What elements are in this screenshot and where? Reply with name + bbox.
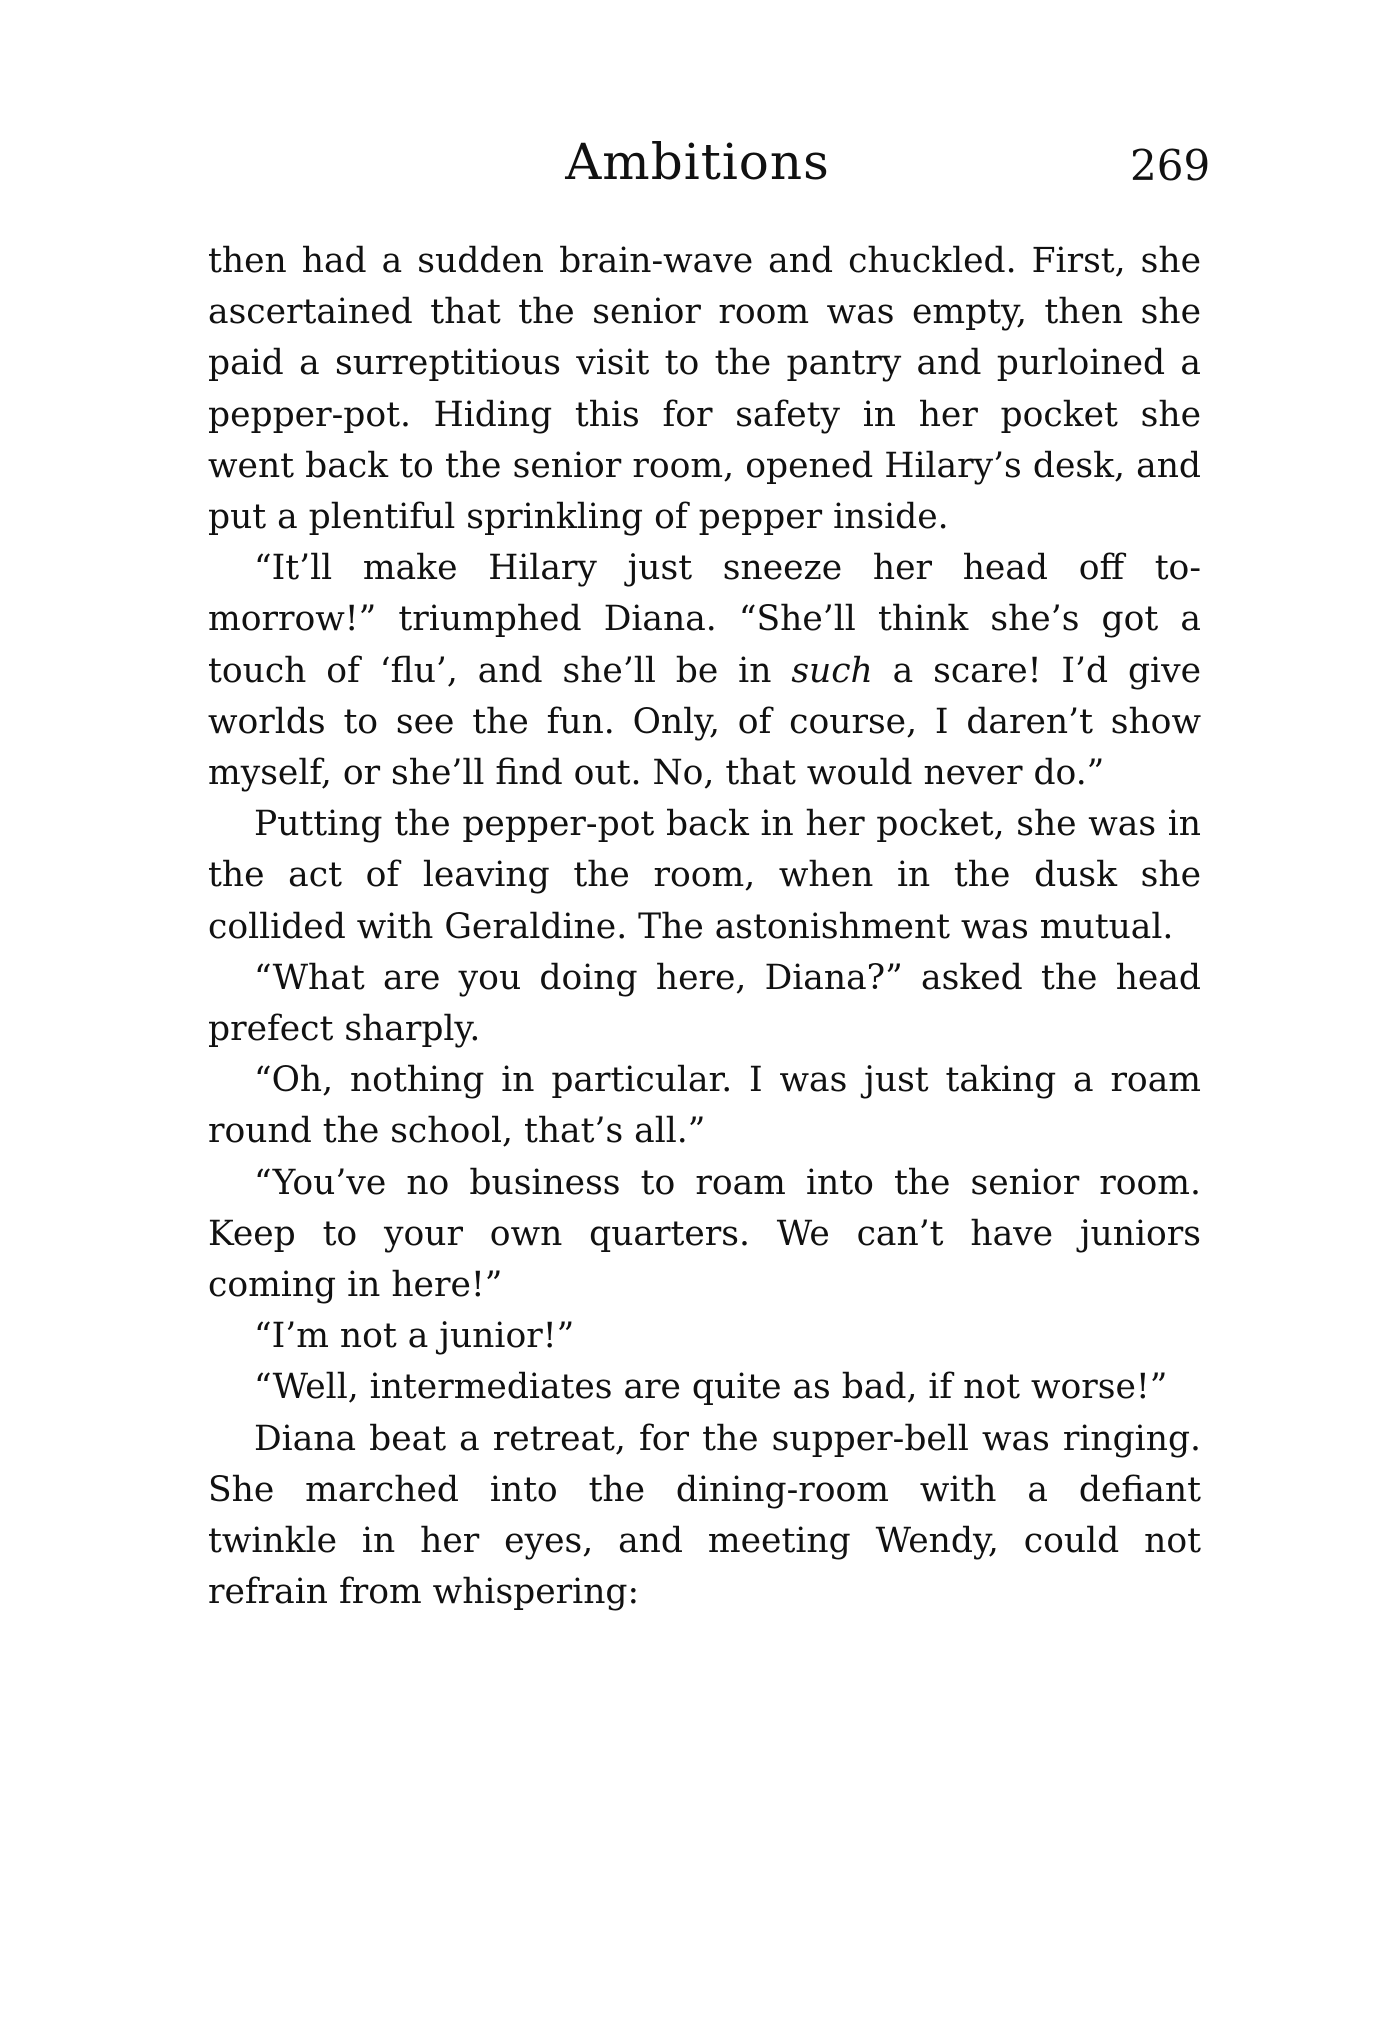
paragraph-6: “You’ve no business to roam into the senior room. Keep to your own quarters. We can’t have juniors coming in here!” [208, 1162, 1201, 1306]
page-number: 269 [1130, 141, 1211, 190]
paragraph-2-part-a: “It’ll make Hilary just sneeze her head off to-morrow!” triumphed Diana. “She’ll think she’s got a touch of ‘flu’, and she’ll be in [208, 548, 1201, 691]
paragraph-7: “I’m not a junior!” [254, 1316, 575, 1357]
paragraph-3: Putting the pepper-pot back in her pocket, she was in the act of leaving the room, when in the dusk she collided with Geraldine. The astonishment was mutual. [208, 804, 1201, 947]
paragraph-8: “Well, intermediates are quite as bad, if not worse!” [254, 1367, 1168, 1408]
body-text [208, 236, 1201, 1618]
paragraph-5: “Oh, nothing in particular. I was just taking a roam round the school, that’s all.” [208, 1060, 1201, 1152]
paragraph-2-emphasis: such [791, 650, 873, 691]
paragraph-4: “What are you doing here, Diana?” asked the head prefect sharply. [208, 957, 1201, 1050]
paragraph-2-part-b: a scare! I’d give worlds to see the fun. Only, of course, I daren’t show myself, or she’ll find out. No, that would never do.” [208, 650, 1201, 794]
paragraph-9: Diana beat a retreat, for the supper-bell was ringing. She marched into the dining-room with a defiant twinkle in her eyes, and meeting Wendy, could not refrain from whispering: [208, 1418, 1201, 1613]
running-head-title: Ambitions [565, 133, 830, 191]
paragraph-2 [208, 543, 1201, 799]
paragraph-1: then had a sudden brain-wave and chuckled. First, she ascertained that the senior room was empty, then she paid a surreptitious visit to the pantry and purloined a pepper-pot. Hiding this for safety in her pocket she went back to the senior room, opened Hilary’s desk, and put a plentiful sprinkling of pepper inside. [208, 241, 1201, 538]
